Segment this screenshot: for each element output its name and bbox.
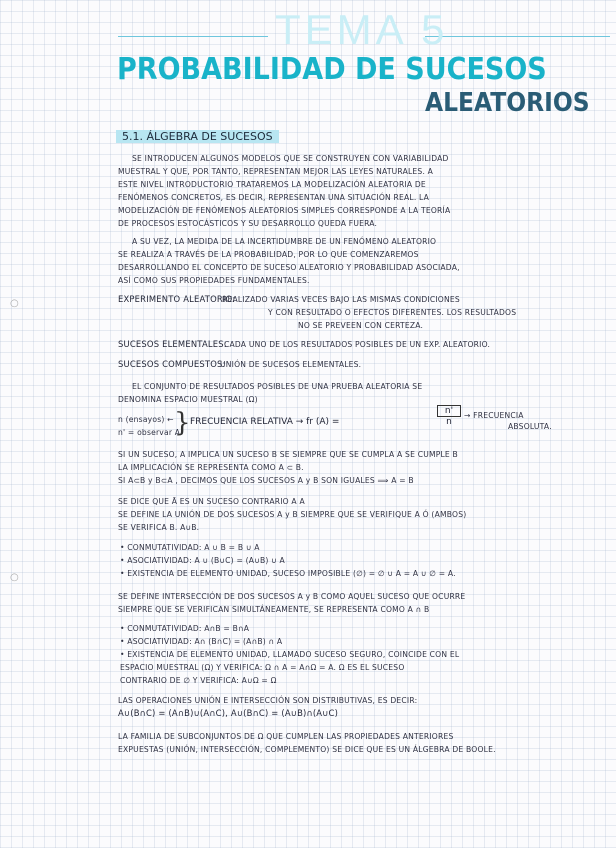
boole-line: EXPUESTAS (UNIÓN, INTERSECCIÓN, COMPLEMENTO) SE DICE QUE ES UN ÁLGEBRA DE BOOLE. (118, 745, 496, 754)
binder-hole-icon: ○ (10, 298, 19, 309)
inter-property: ESPACIO MUESTRAL (Ω) Y VERIFICA: Ω ∩ A = A∩Ω = A. Ω ES EL SUCESO (120, 663, 405, 672)
second-line: ASÍ COMO SUS PROPIEDADES FUNDAMENTALES. (118, 276, 310, 285)
compuestos-label: SUCESOS COMPUESTOS: (118, 359, 226, 369)
experimento-label: EXPERIMENTO ALEATORIO: (118, 294, 236, 304)
intro-line: MODELIZACIÓN DE FENÓMENOS ALEATORIOS SIMPLES CORRESPONDE A LA TEORÍA (118, 206, 451, 215)
contrario-line: SE VERIFICA B. A∪B. (118, 523, 200, 532)
freq-formula: FRECUENCIA RELATIVA → fr (A) = (190, 417, 340, 427)
page-title-line2: ALEATORIOS (425, 88, 590, 118)
experimento-line: NO SE PREVEEN CON CERTEZA. (298, 321, 424, 330)
header-rule-right (425, 36, 610, 37)
freq-denominator: n (446, 417, 452, 427)
inter-property: • ASOCIATIVIDAD: A∩ (B∩C) = (A∩B) ∩ A (120, 637, 283, 646)
interseccion-line: SE DEFINE INTERSECCIÓN DE DOS SUCESOS A y B COMO AQUEL SUCESO QUE OCURRE (118, 592, 466, 601)
binder-hole-icon: ○ (10, 572, 19, 583)
elementales-text: CADA UNO DE LOS RESULTADOS POSIBLES DE UN EXP. ALEATORIO. (224, 340, 491, 349)
experimento-line: REALIZADO VARIAS VECES BAJO LAS MISMAS CONDICIONES (222, 295, 460, 304)
implica-line: SI UN SUCESO, A IMPLICA UN SUCESO B SE SIEMPRE QUE SE CUMPLA A SE CUMPLE B (118, 450, 458, 459)
espacio-line: EL CONJUNTO DE RESULTADOS POSIBLES DE UNA PRUEBA ALEATORIA SE (132, 382, 423, 391)
freq-right-line: → FRECUENCIA (464, 411, 524, 420)
freq-right-line: ABSOLUTA. (508, 422, 552, 431)
boole-line: LA FAMILIA DE SUBCONJUNTOS DE Ω QUE CUMPLEN LAS PROPIEDADES ANTERIORES (118, 732, 454, 741)
inter-property: CONTRARIO DE ∅ Y VERIFICA: A∪Ω = Ω (120, 676, 277, 685)
freq-fraction (437, 405, 461, 427)
intro-line: FENÓMENOS CONCRETOS, ES DECIR, REPRESENTAN UNA SITUACIÓN REAL. LA (118, 193, 430, 202)
union-property: • CONMUTATIVIDAD: A ∪ B = B ∪ A (120, 543, 260, 552)
tema-heading: TEMA 5 (275, 6, 449, 53)
second-line: DESARROLLANDO EL CONCEPTO DE SUCESO ALEATORIO Y PROBABILIDAD ASOCIADA, (118, 263, 460, 272)
experimento-line: Y CON RESULTADO O EFECTOS DIFERENTES. LOS RESULTADOS (268, 308, 517, 317)
intro-line: MUESTRAL Y QUE, POR TANTO, REPRESENTAN MEJOR LAS LEYES NATURALES. A (118, 167, 434, 176)
inter-property: • CONMUTATIVIDAD: A∩B = B∩A (120, 624, 250, 633)
intro-line: SE INTRODUCEN ALGUNOS MODELOS QUE SE CONSTRUYEN CON VARIABILIDAD (132, 154, 449, 163)
freq-left-line: n (ensayos) ← (118, 415, 174, 424)
elementales-label: SUCESOS ELEMENTALES: (118, 339, 227, 349)
compuestos-text: UNIÓN DE SUCESOS ELEMENTALES. (220, 360, 362, 369)
brace-icon: } (174, 408, 191, 438)
second-line: A SU VEZ, LA MEDIDA DE LA INCERTIDUMBRE DE UN FENÓMENO ALEATORIO (132, 237, 437, 246)
distributivas-line: LAS OPERACIONES UNIÓN E INTERSECCIÓN SON DISTRIBUTIVAS, ES DECIR: (118, 696, 418, 705)
intro-line: DE PROCESOS ESTOCÁSTICOS Y SU DESARROLLO QUEDA FUERA. (118, 219, 378, 228)
inter-property: • EXISTENCIA DE ELEMENTO UNIDAD, LLAMADO SUCESO SEGURO, COINCIDE CON EL (120, 650, 460, 659)
union-property: • ASOCIATIVIDAD: A ∪ (B∪C) = (A∪B) ∪ A (120, 556, 285, 565)
contrario-line: SE DEFINE LA UNIÓN DE DOS SUCESOS A y B SIEMPRE QUE SE VERIFIQUE A Ó (AMBOS) (118, 510, 467, 519)
freq-left-line: n' = observar A (118, 428, 181, 437)
section-heading: 5.1. ÁLGEBRA DE SUCESOS (116, 130, 279, 143)
distributivas-formula: A∪(B∩C) = (A∩B)∪(A∩C), A∪(B∩C) = (A∪B)∩(A∪C) (118, 708, 339, 718)
interseccion-line: SIEMPRE QUE SE VERIFICAN SIMULTÁNEAMENTE, SE REPRESENTA COMO A ∩ B (118, 605, 430, 614)
second-line: SE REALIZA A TRAVÉS DE LA PROBABILIDAD, POR LO QUE COMENZAREMOS (118, 250, 419, 259)
implica-line: LA IMPLICACIÓN SE REPRESENTA COMO A ⊂ B. (118, 463, 304, 472)
freq-numerator: n' (437, 405, 461, 417)
page-title: PROBABILIDAD DE SUCESOS (117, 52, 547, 87)
contrario-line: SE DICE QUE Ā ES UN SUCESO CONTRARIO A A (118, 497, 305, 506)
intro-line: ESTE NIVEL INTRODUCTORIO TRATAREMOS LA MODELIZACIÓN ALEATORIA DE (118, 180, 426, 189)
union-property: • EXISTENCIA DE ELEMENTO UNIDAD, SUCESO IMPOSIBLE (∅) = ∅ ∪ A = A ∪ ∅ = A. (120, 569, 456, 578)
espacio-line: DENOMINA ESPACIO MUESTRAL (Ω) (118, 395, 258, 404)
implica-line: SI A⊂B y B⊂A , DECIMOS QUE LOS SUCESOS A y B SON IGUALES ⟹ A = B (118, 476, 414, 485)
header-rule-left (118, 36, 268, 37)
